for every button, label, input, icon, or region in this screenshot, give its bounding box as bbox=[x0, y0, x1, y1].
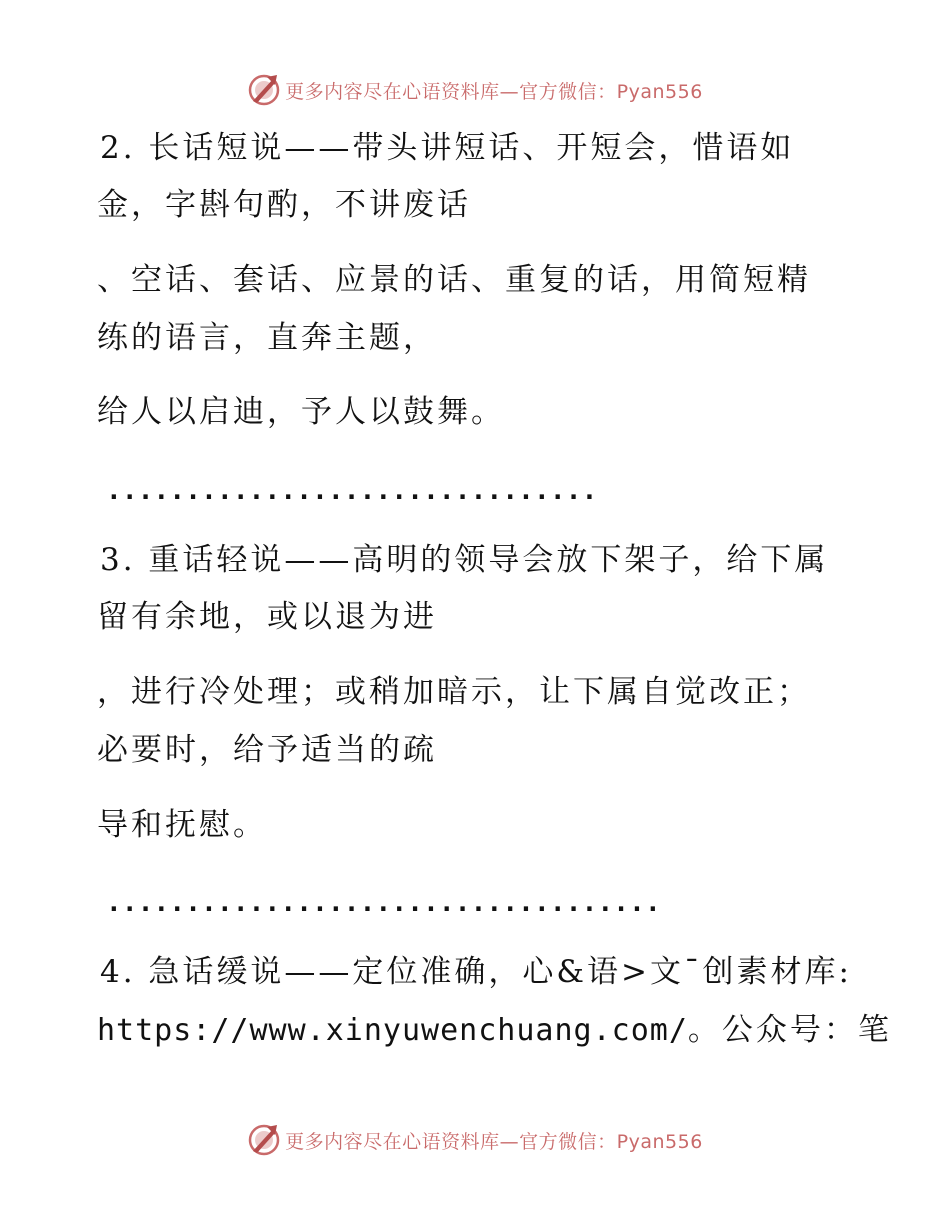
paragraph-3-line-1: 3. 重话轻说——高明的领导会放下架子，给下属 bbox=[100, 542, 829, 578]
paragraph-3-line-5: 导和抚慰。 bbox=[97, 807, 267, 843]
watermark-text: 更多内容尽在心语资料库—官方微信：Pyan556 bbox=[285, 1130, 703, 1153]
paragraph-2-line-3: 、空话、套话、应景的话、重复的话，用简短精 bbox=[97, 262, 811, 298]
quill-logo-icon bbox=[247, 1123, 281, 1157]
paragraph-2-line-4: 练的语言，直奔主题， bbox=[97, 320, 437, 356]
footer-watermark bbox=[0, 1120, 950, 1160]
paragraph-4-line-2 bbox=[97, 1010, 892, 1051]
watermark-text: 更多内容尽在心语资料库—官方微信：Pyan556 bbox=[285, 80, 703, 103]
separator-dots-2: ................................... bbox=[106, 888, 661, 918]
paragraph-4-line-2-rest: 。公众号：笔 bbox=[687, 1012, 892, 1048]
paragraph-4-line-1: 4. 急话缓说——定位准确，心&语>文¯创素材库: bbox=[100, 954, 852, 990]
paragraph-3-line-3: ，进行冷处理；或稍加暗示，让下属自觉改正； bbox=[97, 674, 811, 710]
website-link[interactable]: https://www.xinyuwenchuang.com/ bbox=[97, 1013, 688, 1048]
paragraph-2-line-2: 金，字斟句酌，不讲废话 bbox=[97, 187, 471, 223]
paragraph-3-line-2: 留有余地，或以退为进 bbox=[97, 599, 437, 635]
paragraph-3-line-4: 必要时，给予适当的疏 bbox=[97, 732, 437, 768]
paragraph-2-line-1: 2. 长话短说——带头讲短话、开短会，惜语如 bbox=[100, 130, 795, 166]
paragraph-2-line-5: 给人以启迪，予人以鼓舞。 bbox=[97, 394, 505, 430]
separator-dots-1: ............................... bbox=[106, 476, 598, 506]
